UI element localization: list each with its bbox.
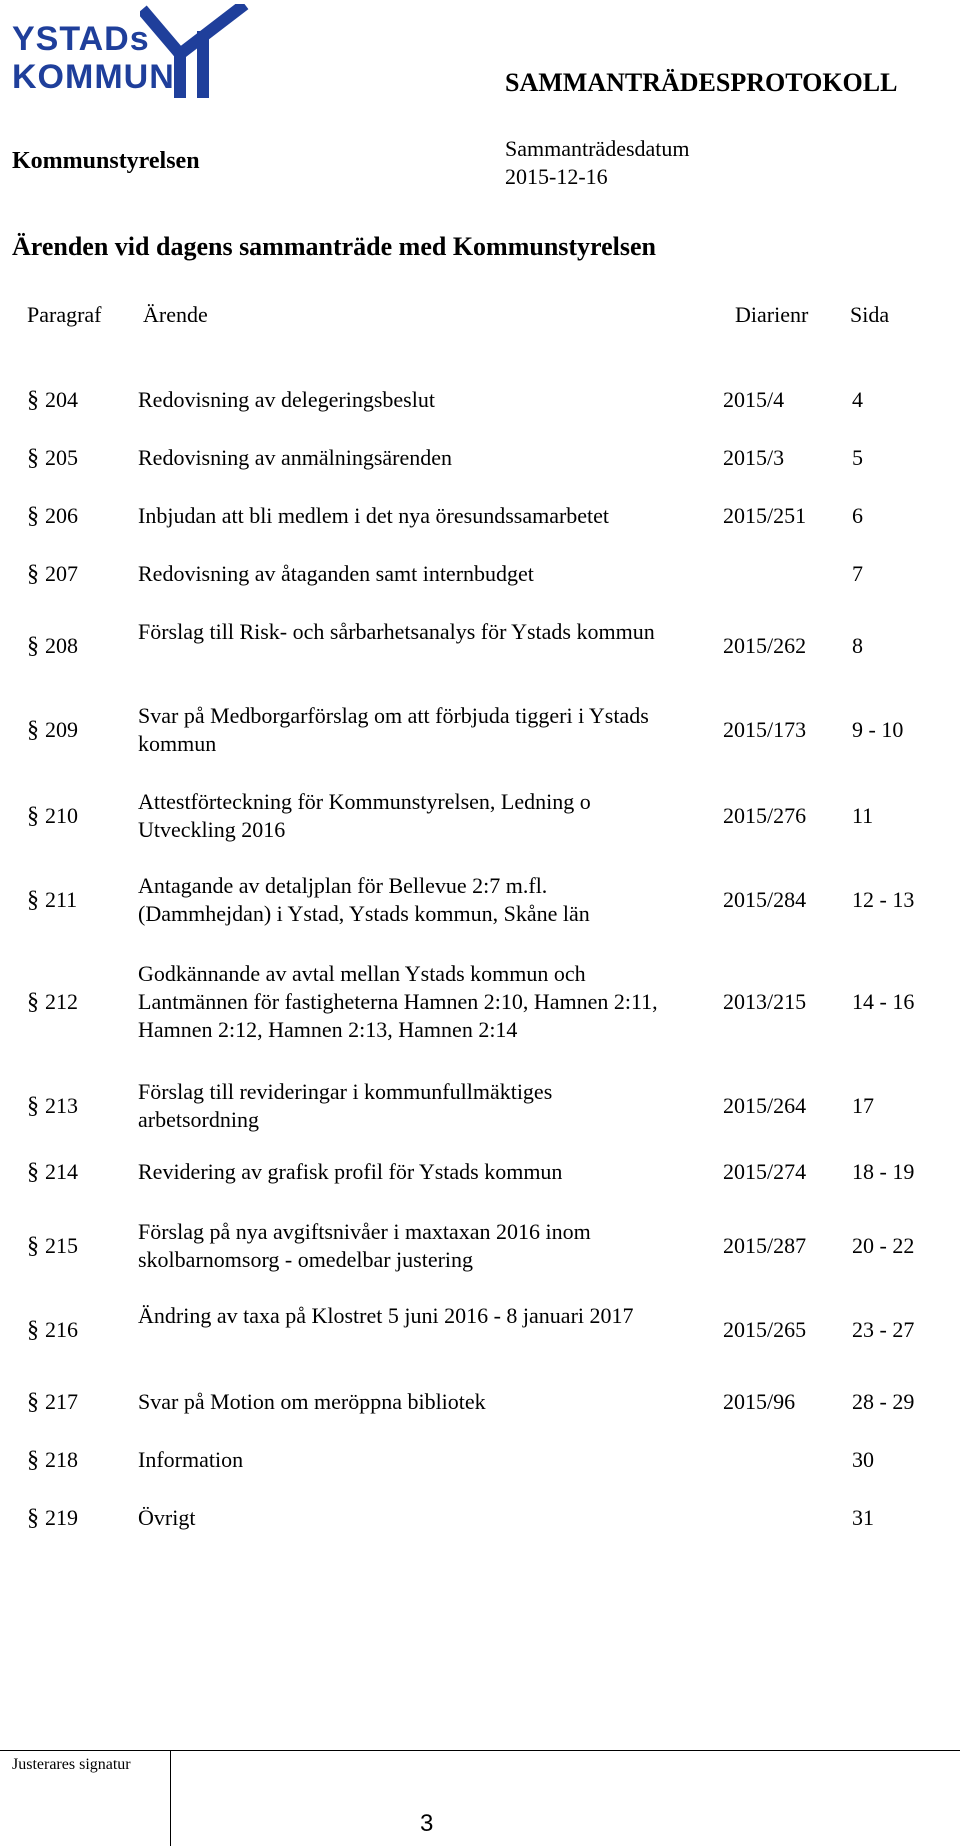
page-reference: 28 - 29 bbox=[852, 1389, 915, 1414]
paragraph-number bbox=[27, 1232, 78, 1260]
diary-number: 2015/287 bbox=[723, 1233, 807, 1258]
diary-number: 2015/264 bbox=[723, 1093, 807, 1118]
paragraph-symbol: § bbox=[27, 1159, 39, 1185]
agenda-item-title: Svar på Motion om meröppna bibliotek bbox=[138, 1389, 486, 1414]
page-reference: 4 bbox=[852, 387, 863, 412]
paragraph-number-value: 215 bbox=[45, 1233, 78, 1258]
paragraph-number bbox=[27, 1316, 78, 1344]
paragraph-number-value: 208 bbox=[45, 633, 78, 658]
paragraph-number bbox=[27, 802, 78, 830]
page-reference: 18 - 19 bbox=[852, 1159, 915, 1184]
agenda-item-title: Redovisning av åtaganden samt internbudget bbox=[138, 561, 534, 586]
signature-box bbox=[0, 1750, 960, 1847]
agenda-item-title: Antagande av detaljplan för Bellevue 2:7 m.fl. (Dammhejdan) i Ystad, Ystads kommun, Skåne län bbox=[138, 873, 590, 926]
diary-number: 2015/251 bbox=[723, 503, 807, 528]
logo-mark-icon bbox=[140, 4, 250, 98]
column-header-paragraf: Paragraf bbox=[27, 302, 102, 327]
paragraph-number bbox=[27, 1446, 78, 1474]
page-reference: 12 - 13 bbox=[852, 887, 915, 912]
paragraph-symbol: § bbox=[27, 633, 39, 659]
paragraph-number bbox=[27, 386, 78, 414]
agenda-item-title: Information bbox=[138, 1447, 244, 1472]
paragraph-symbol: § bbox=[27, 1317, 39, 1343]
agenda-item-title: Förslag till Risk- och sårbarhetsanalys för Ystads kommun bbox=[138, 619, 655, 644]
agenda-item-title: Övrigt bbox=[138, 1505, 196, 1530]
diary-number: 2015/262 bbox=[723, 633, 807, 658]
diary-number: 2013/215 bbox=[723, 989, 807, 1014]
paragraph-number bbox=[27, 716, 78, 744]
paragraph-symbol: § bbox=[27, 1233, 39, 1259]
logo-text-line2: KOMMUN bbox=[12, 58, 175, 96]
page-number: 3 bbox=[420, 1810, 434, 1837]
paragraph-number bbox=[27, 988, 78, 1016]
paragraph-symbol: § bbox=[27, 445, 39, 471]
paragraph-number-value: 218 bbox=[45, 1447, 78, 1472]
page-reference: 30 bbox=[852, 1447, 874, 1472]
paragraph-number bbox=[27, 1388, 78, 1416]
paragraph-number bbox=[27, 502, 78, 530]
paragraph-symbol: § bbox=[27, 387, 39, 413]
page-reference: 31 bbox=[852, 1505, 874, 1530]
document-title: SAMMANTRÄDESPROTOKOLL bbox=[505, 68, 898, 97]
diary-number: 2015/173 bbox=[723, 717, 807, 742]
agenda-item-title: Inbjudan att bli medlem i det nya öresundssamarbetet bbox=[138, 503, 610, 528]
column-header-diarienr: Diarienr bbox=[735, 302, 809, 327]
paragraph-number bbox=[27, 444, 78, 472]
paragraph-number-value: 210 bbox=[45, 803, 78, 828]
paragraph-number bbox=[27, 1158, 78, 1186]
committee-name: Kommunstyrelsen bbox=[12, 148, 200, 174]
paragraph-number-value: 205 bbox=[45, 445, 78, 470]
diary-number: 2015/4 bbox=[723, 387, 785, 412]
paragraph-number bbox=[27, 1092, 78, 1120]
paragraph-symbol: § bbox=[27, 1447, 39, 1473]
page-reference: 5 bbox=[852, 445, 863, 470]
meeting-date-label: Sammanträdesdatum bbox=[505, 136, 690, 161]
paragraph-number-value: 216 bbox=[45, 1317, 78, 1342]
paragraph-number-value: 219 bbox=[45, 1505, 78, 1530]
page-reference: 6 bbox=[852, 503, 863, 528]
paragraph-number-value: 206 bbox=[45, 503, 78, 528]
diary-number: 2015/276 bbox=[723, 803, 807, 828]
page-reference: 8 bbox=[852, 633, 863, 658]
agenda-item-title: Förslag till revideringar i kommunfullmäktiges arbetsordning bbox=[138, 1079, 553, 1132]
paragraph-number-value: 207 bbox=[45, 561, 78, 586]
paragraph-number-value: 217 bbox=[45, 1389, 78, 1414]
diary-number: 2015/274 bbox=[723, 1159, 807, 1184]
page-reference: 7 bbox=[852, 561, 863, 586]
agenda-item-title: Godkännande av avtal mellan Ystads kommun och Lantmännen för fastigheterna Hamnen 2:10, Hamnen 2:11, Hamnen 2:12, Hamnen 2:13, Hamnen 2:14 bbox=[138, 961, 658, 1042]
page-reference: 11 bbox=[852, 803, 874, 828]
agenda-item-title: Revidering av grafisk profil för Ystads kommun bbox=[138, 1159, 563, 1184]
section-heading: Ärenden vid dagens sammanträde med Kommunstyrelsen bbox=[12, 232, 657, 261]
column-header-sida: Sida bbox=[850, 302, 890, 327]
paragraph-number-value: 212 bbox=[45, 989, 78, 1014]
paragraph-number-value: 214 bbox=[45, 1159, 78, 1184]
paragraph-symbol: § bbox=[27, 561, 39, 587]
page-reference: 14 - 16 bbox=[852, 989, 915, 1014]
paragraph-symbol: § bbox=[27, 1093, 39, 1119]
paragraph-number bbox=[27, 886, 77, 914]
paragraph-symbol: § bbox=[27, 887, 39, 913]
paragraph-symbol: § bbox=[27, 1505, 39, 1531]
paragraph-number bbox=[27, 1504, 78, 1532]
diary-number: 2015/3 bbox=[723, 445, 785, 470]
signature-label: Justerares signatur bbox=[12, 1756, 131, 1773]
paragraph-number-value: 213 bbox=[45, 1093, 78, 1118]
paragraph-number-value: 211 bbox=[45, 887, 78, 912]
paragraph-symbol: § bbox=[27, 803, 39, 829]
agenda-item-title: Redovisning av delegeringsbeslut bbox=[138, 387, 435, 412]
paragraph-symbol: § bbox=[27, 989, 39, 1015]
paragraph-number bbox=[27, 632, 78, 660]
diary-number: 2015/265 bbox=[723, 1317, 807, 1342]
page-reference: 17 bbox=[852, 1093, 874, 1118]
signature-divider bbox=[170, 1750, 171, 1846]
paragraph-number-value: 204 bbox=[45, 387, 78, 412]
agenda-item-title: Förslag på nya avgiftsnivåer i maxtaxan 2016 inom skolbarnomsorg - omedelbar justering bbox=[138, 1219, 591, 1272]
agenda-item-title: Svar på Medborgarförslag om att förbjuda tiggeri i Ystads kommun bbox=[138, 703, 649, 756]
paragraph-symbol: § bbox=[27, 717, 39, 743]
logo-text-line1: YSTADs bbox=[12, 20, 150, 58]
agenda-item-title: Redovisning av anmälningsärenden bbox=[138, 445, 453, 470]
paragraph-number bbox=[27, 560, 78, 588]
paragraph-number-value: 209 bbox=[45, 717, 78, 742]
diary-number: 2015/284 bbox=[723, 887, 807, 912]
agenda-item-title: Ändring av taxa på Klostret 5 juni 2016 - 8 januari 2017 bbox=[138, 1303, 634, 1328]
page-reference: 23 - 27 bbox=[852, 1317, 915, 1342]
column-header-arende: Ärende bbox=[143, 302, 208, 327]
paragraph-symbol: § bbox=[27, 503, 39, 529]
paragraph-symbol: § bbox=[27, 1389, 39, 1415]
page-reference: 9 - 10 bbox=[852, 717, 904, 742]
diary-number: 2015/96 bbox=[723, 1389, 796, 1414]
agenda-item-title: Attestförteckning för Kommunstyrelsen, Ledning o Utveckling 2016 bbox=[138, 789, 591, 842]
meeting-date-value: 2015-12-16 bbox=[505, 164, 608, 189]
page-reference: 20 - 22 bbox=[852, 1233, 915, 1258]
